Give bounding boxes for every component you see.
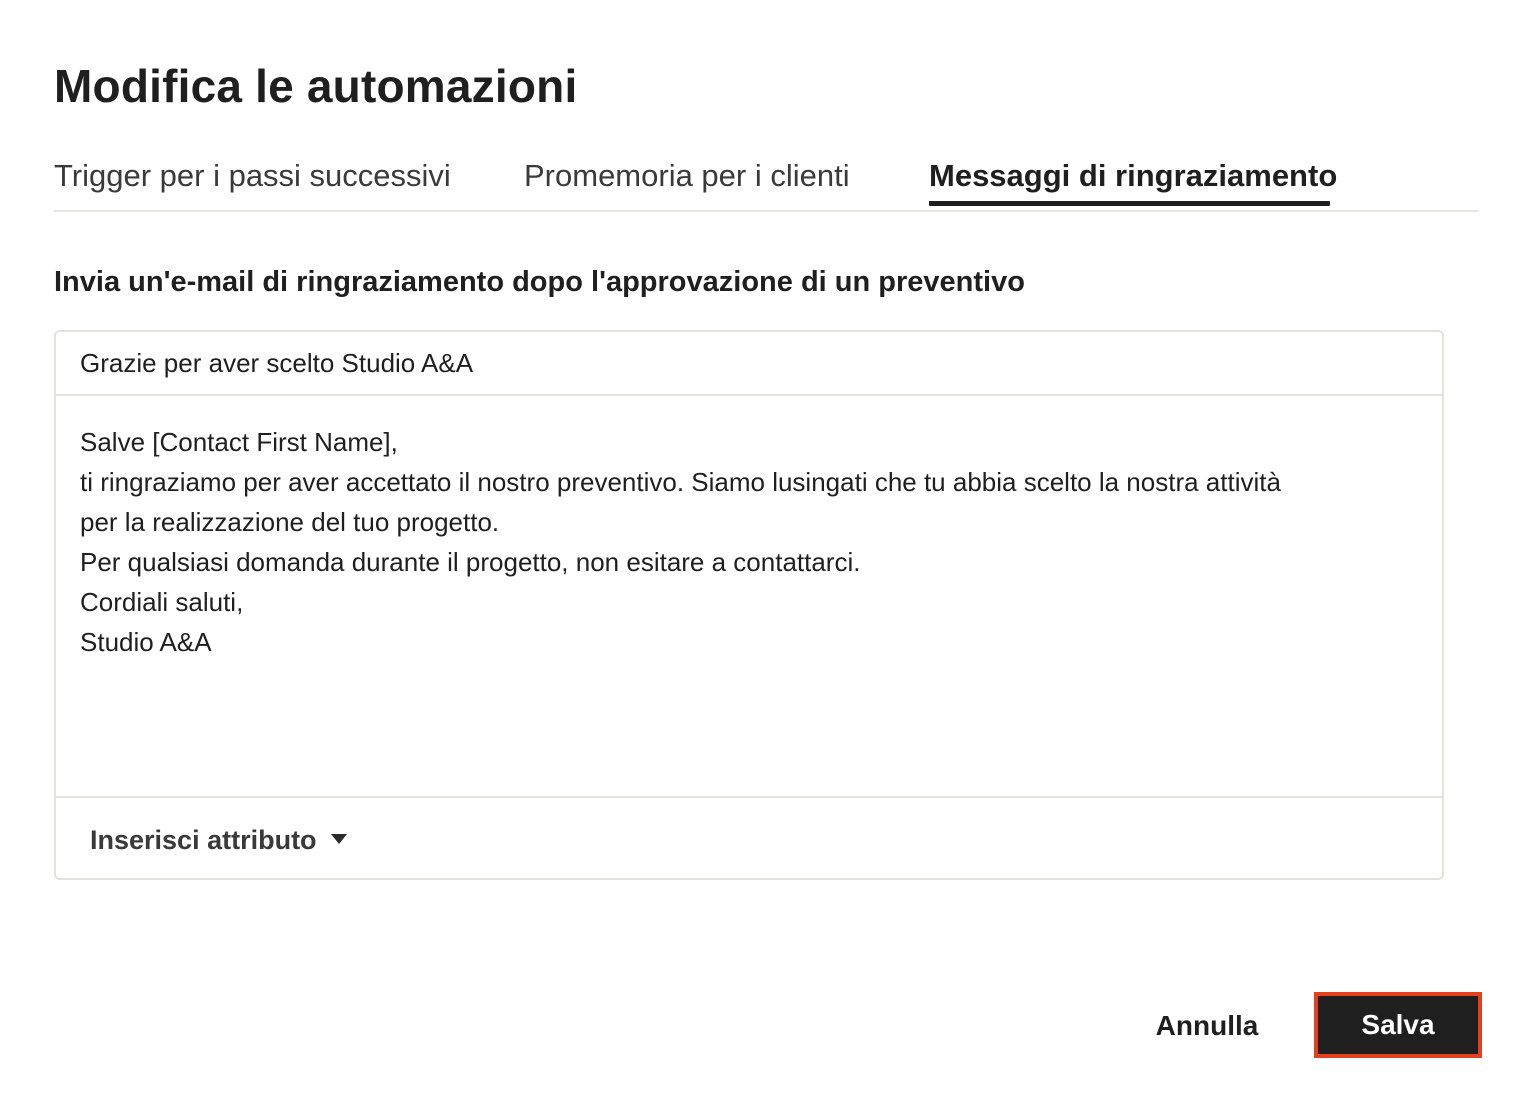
- email-editor: [54, 330, 1444, 880]
- email-body-line: ti ringraziamo per aver accettato il nostro preventivo. Siamo lusingati che tu abbia scelto la nostra attività: [80, 467, 1281, 497]
- email-body-line: Cordiali saluti,: [80, 587, 244, 617]
- tab-bar: [54, 140, 1478, 212]
- insert-attribute-dropdown[interactable]: [90, 820, 347, 860]
- email-body-line: Salve [Contact First Name],: [80, 427, 398, 457]
- insert-attribute-label: Inserisci attributo: [90, 825, 317, 855]
- email-toolbar: [56, 798, 1442, 880]
- tab-thank-you-messages[interactable]: Messaggi di ringraziamento: [929, 158, 1338, 193]
- caret-down-icon: [331, 834, 347, 844]
- cancel-button[interactable]: Annulla: [1140, 1000, 1274, 1052]
- email-body-line: per la realizzazione del tuo progetto.: [80, 507, 500, 537]
- tab-customer-reminders[interactable]: Promemoria per i clienti: [524, 158, 850, 193]
- email-body-line: Per qualsiasi domanda durante il progetto, non esitare a contattarci.: [80, 547, 861, 577]
- active-tab-indicator: [929, 201, 1330, 206]
- email-subject-field[interactable]: [56, 332, 1442, 396]
- dialog-title: Modifica le automazioni: [54, 60, 578, 112]
- tab-next-step-triggers[interactable]: Trigger per i passi successivi: [54, 158, 451, 193]
- save-button[interactable]: Salva: [1314, 992, 1482, 1058]
- section-heading: Invia un'e-mail di ringraziamento dopo l'approvazione di un preventivo: [54, 266, 1025, 298]
- email-body-field[interactable]: [56, 396, 1442, 798]
- email-body-line: Studio A&A: [80, 627, 212, 657]
